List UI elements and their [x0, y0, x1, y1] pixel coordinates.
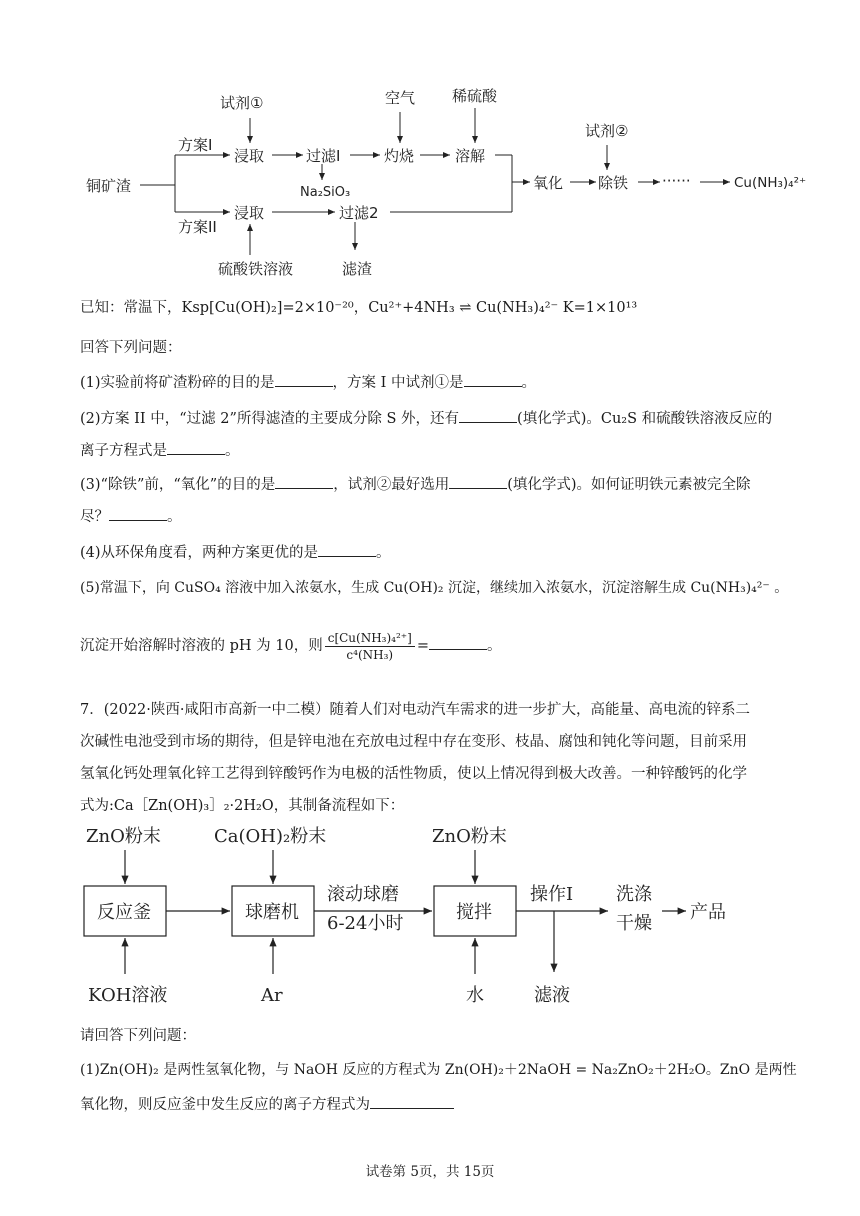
problem-7-line-1: 7．(2022·陕西·咸阳市高新一中二模）随着人们对电动汽车需求的进一步扩大，高能量、高电流的锌系二: [80, 702, 750, 718]
question-5-line-1: (5)常温下，向 CuSO₄ 溶液中加入浓氨水，生成 Cu(OH)₂ 沉淀，继续加入浓氨水，沉淀溶解生成 Cu(NH₃)₄²⁻ 。: [80, 580, 789, 596]
reactor-label: 反应釜: [97, 902, 151, 923]
rolling-mill-label: 滚动球磨: [327, 884, 399, 905]
caoh2-powder-label: Ca(OH)₂粉末: [214, 826, 327, 847]
leach2-label: 浸取: [234, 204, 265, 222]
copper-flowchart: [0, 0, 860, 290]
answer-blank[interactable]: [275, 372, 333, 387]
question-3-line-2: 尽？ 。: [80, 506, 780, 527]
problem-7-q1-line-1: (1)Zn(OH)₂ 是两性氢氧化物，与 NaOH 反应的方程式为 Zn(OH)₂＋2NaOH = Na₂ZnO₂＋2H₂O。ZnO 是两性: [80, 1062, 797, 1078]
question-2-line-1: (2)方案 II 中，“过滤 2”所得滤渣的主要成分除 S 外，还有 (填化学式)。Cu₂S 和硫酸铁溶液反应的: [80, 408, 780, 429]
answer-blank[interactable]: [464, 372, 522, 387]
question-4: (4)从环保角度看，两种方案更优的是 。: [80, 542, 780, 563]
question-3-line-1: (3)“除铁”前，“氧化”的目的是 ，试剂②最好选用 (填化学式)。如何证明铁元素被完全除: [80, 474, 780, 495]
ball-mill-label: 球磨机: [245, 902, 299, 923]
plan1-label: 方案I: [178, 136, 213, 154]
ask-line: 请回答下列问题：: [80, 1028, 196, 1044]
answer-blank[interactable]: [275, 474, 333, 489]
filter2-label: 过滤2: [339, 204, 379, 222]
problem-7-line-2: 次碱性电池受到市场的期待，但是锌电池在充放电过程中存在变形、枝晶、腐蚀和钝化等问题，目前采用: [80, 734, 747, 750]
answer-blank[interactable]: [370, 1094, 454, 1109]
known-line: 已知：常温下，Ksp[Cu(OH)₂]=2×10⁻²⁰，Cu²⁺+4NH₃ ⇌ Cu(NH₃)₄²⁻ K=1×10¹³: [80, 300, 638, 316]
dissolve-label: 溶解: [455, 147, 486, 165]
koh-solution-label: KOH溶液: [88, 985, 168, 1006]
oxidize-label: 氧化: [533, 174, 564, 192]
ore-label: 铜矿渣: [86, 177, 132, 195]
mill-time-label: 6-24小时: [327, 913, 404, 934]
page-footer: 试卷第 5页，共 15页: [365, 1164, 495, 1180]
na2sio3-label: Na₂SiO₃: [300, 185, 351, 200]
answer-intro: 回答下列问题：: [80, 340, 182, 356]
fraction: $\frac{\text{c[Cu(NH₃)₄²⁺]}}{\text{c⁴(NH₃)}}$: [325, 630, 415, 663]
product-label: Cu(NH₃)₄²⁺: [734, 175, 807, 191]
problem-7-line-4: 式为:Ca［Zn(OH)₃］₂·2H₂O，其制备流程如下：: [80, 798, 405, 814]
answer-blank[interactable]: [167, 440, 225, 455]
dry-label: 干燥: [616, 913, 652, 934]
dots-label: ······: [662, 172, 691, 190]
operation-1-label: 操作I: [530, 884, 574, 905]
leach1-label: 浸取: [234, 147, 265, 165]
stir-label: 搅拌: [456, 902, 492, 923]
filter1-label: 过滤I: [306, 147, 341, 165]
problem-7-q1-line-2: 氧化物，则反应釜中发生反应的离子方程式为: [80, 1094, 780, 1115]
zno-powder-1-label: ZnO粉末: [86, 826, 161, 847]
answer-blank[interactable]: [429, 635, 487, 650]
answer-blank[interactable]: [318, 542, 376, 557]
answer-blank[interactable]: [459, 408, 517, 423]
dil-acid-label: 稀硫酸: [452, 87, 498, 105]
filtrate-label: 滤液: [534, 985, 570, 1006]
answer-blank[interactable]: [109, 506, 167, 521]
question-1: (1)实验前将矿渣粉碎的目的是 ，方案 I 中试剂①是 。: [80, 372, 780, 393]
air-label: 空气: [385, 89, 416, 107]
zno-powder-2-label: ZnO粉末: [432, 826, 507, 847]
water-label: 水: [466, 985, 484, 1006]
question-5-line-2: 沉淀开始溶解时溶液的 pH 为 10，则 $\frac{\text{c[Cu(NH₃)₄²⁺]}}{\text{c⁴(NH₃)}}$ = 。: [80, 630, 502, 662]
answer-blank[interactable]: [449, 474, 507, 489]
remove-fe-label: 除铁: [598, 174, 629, 192]
problem-7-line-3: 氢氧化钙处理氧化锌工艺得到锌酸钙作为电极的活性物质，使以上情况得到极大改善。一种锌酸钙的化学: [80, 766, 747, 782]
plan2-label: 方案II: [178, 218, 217, 236]
product-label: 产品: [690, 902, 726, 923]
roast-label: 灼烧: [384, 147, 415, 165]
reagent1-label: 试剂①: [220, 94, 264, 112]
residue-label: 滤渣: [342, 260, 373, 278]
wash-label: 洗涤: [616, 884, 652, 905]
reagent2-label: 试剂②: [585, 122, 629, 140]
question-2-line-2: 离子方程式是 。: [80, 440, 780, 461]
argon-label: Ar: [261, 985, 283, 1006]
fe-sulfate-label: 硫酸铁溶液: [218, 260, 294, 278]
